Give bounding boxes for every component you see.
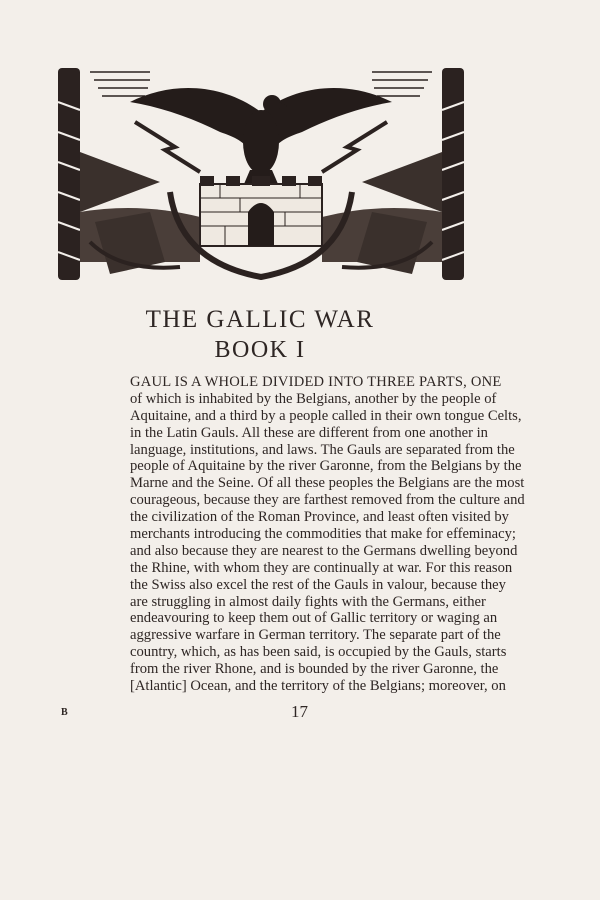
page-number: 17 bbox=[291, 702, 308, 721]
text-line: country, which, as has been said, is occupied by the Gauls, starts bbox=[130, 644, 507, 661]
right-lightning-icon bbox=[322, 122, 387, 172]
text-line: merchants introducing the commodities that make for effeminacy; bbox=[130, 526, 516, 543]
signature-mark: B bbox=[61, 707, 68, 718]
body-text bbox=[130, 374, 525, 695]
text-line: from the river Rhone, and is bounded by the river Garonne, the bbox=[130, 661, 499, 678]
chapter-title: THE GALLIC WAR bbox=[145, 306, 375, 333]
text-line: Marne and the Seine. Of all these peoples the Belgians are the most bbox=[130, 475, 525, 492]
eagle-icon bbox=[130, 88, 392, 184]
text-line: [Atlantic] Ocean, and the territory of the Belgians; moreover, on bbox=[130, 678, 506, 695]
text-line: of which is inhabited by the Belgians, another by the people of bbox=[130, 390, 497, 407]
text-line: the Swiss also excel the rest of the Gauls in valour, because they bbox=[130, 576, 506, 593]
text-line: are struggling in almost daily fights with the Germans, either bbox=[130, 593, 486, 610]
text-line: people of Aquitaine by the river Garonne, from the Belgians by the bbox=[130, 458, 522, 475]
text-line: courageous, because they are farthest removed from the culture and bbox=[130, 492, 525, 509]
text-line: in the Latin Gauls. All these are different from one another in bbox=[130, 424, 488, 441]
castle-icon bbox=[200, 176, 322, 246]
text-line: Aquitaine, and a third by a people called in their own tongue Celts, bbox=[130, 407, 522, 424]
eagle-woodcut-illustration bbox=[50, 62, 472, 284]
text-line: aggressive warfare in German territory. The separate part of the bbox=[130, 627, 501, 644]
text-line: the Rhine, with whom they are continually at war. For this reason bbox=[130, 559, 513, 576]
left-fasces-icon bbox=[58, 68, 80, 280]
text-line: language, institutions, and laws. The Gauls are separated from the bbox=[130, 441, 515, 458]
left-lightning-icon bbox=[135, 122, 200, 172]
book-number-heading: BOOK I bbox=[214, 337, 306, 363]
text-line: and also because they are nearest to the Germans dwelling beyond bbox=[130, 542, 518, 559]
sun-rays-icon bbox=[90, 72, 432, 96]
right-fasces-icon bbox=[442, 68, 464, 280]
text-line: GAUL IS A WHOLE DIVIDED INTO THREE PARTS, ONE bbox=[130, 374, 502, 390]
text-line: endeavouring to keep them out of Gallic territory or waging an bbox=[130, 610, 498, 627]
text-line: the civilization of the Roman Province, and least often visited by bbox=[130, 509, 509, 526]
